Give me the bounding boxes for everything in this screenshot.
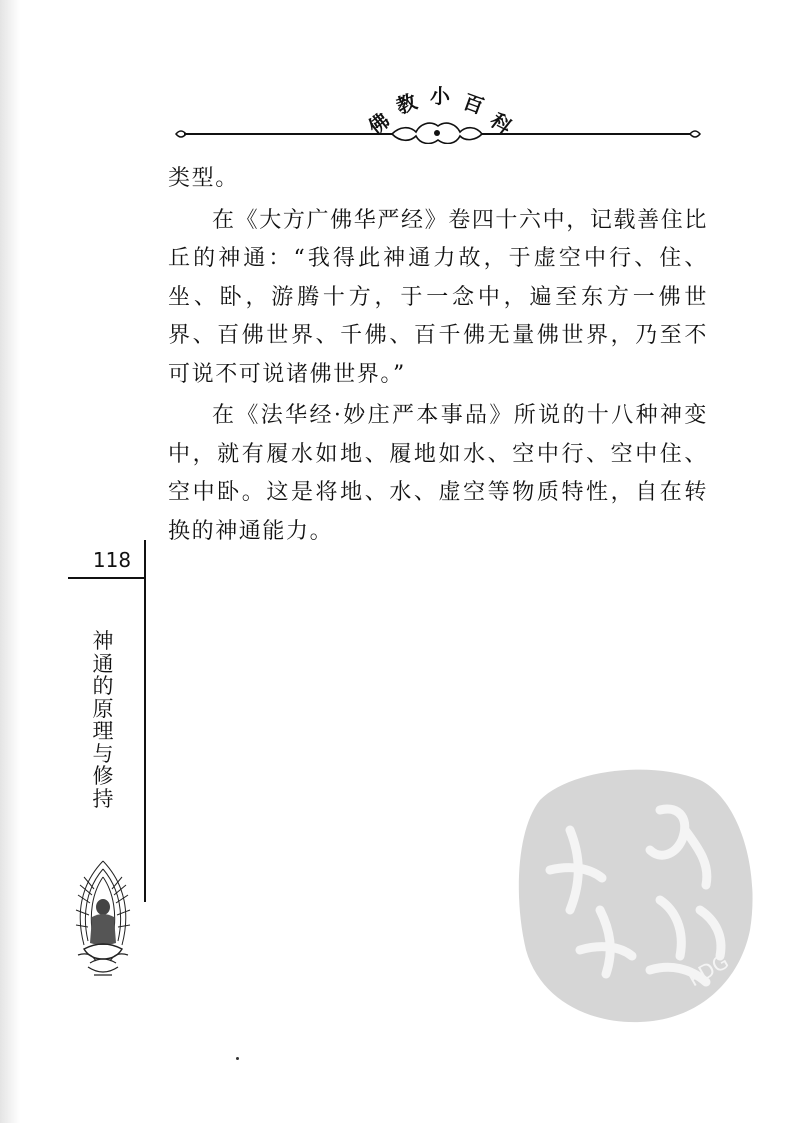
watermark-text: PDG <box>683 949 733 992</box>
buddha-lotus-icon <box>70 855 136 985</box>
header-title-char: 小 <box>430 84 450 108</box>
header-ornamental-rule <box>172 120 704 144</box>
paragraph: 在《法华经·妙庄严本事品》所说的十八种神变中，就有履水如地、履地如水、空中行、空中住、空中卧。这是将地、水、虚空等物质特性，自在转换的神通能力。 <box>168 403 708 544</box>
page-number-rule <box>68 577 144 579</box>
paragraph: 在《大方广佛华严经》卷四十六中，记载善住比丘的神通：“我得此神通力故，于虚空中行、住、坐、卧，游腾十方，于一念中，遍至东方一佛世界、百佛世界、千佛、百千佛无量佛世界，乃至不可说不可说诸佛世界。” <box>168 207 708 387</box>
side-vertical-rule <box>144 540 146 902</box>
paragraph: 类型。 <box>168 166 239 191</box>
page-edge-shadow <box>0 0 20 1123</box>
body-text <box>168 160 708 551</box>
seal-stamp-watermark <box>510 760 760 1030</box>
header-title-char: 科 <box>485 108 517 140</box>
header-title-char: 佛 <box>363 108 395 140</box>
page-number: 118 <box>92 548 132 572</box>
chapter-title-vertical: 神通的原理与修持 <box>92 629 114 811</box>
header-title-char: 百 <box>459 89 487 119</box>
header-title-char: 教 <box>393 89 421 119</box>
scan-speck <box>236 1057 239 1060</box>
